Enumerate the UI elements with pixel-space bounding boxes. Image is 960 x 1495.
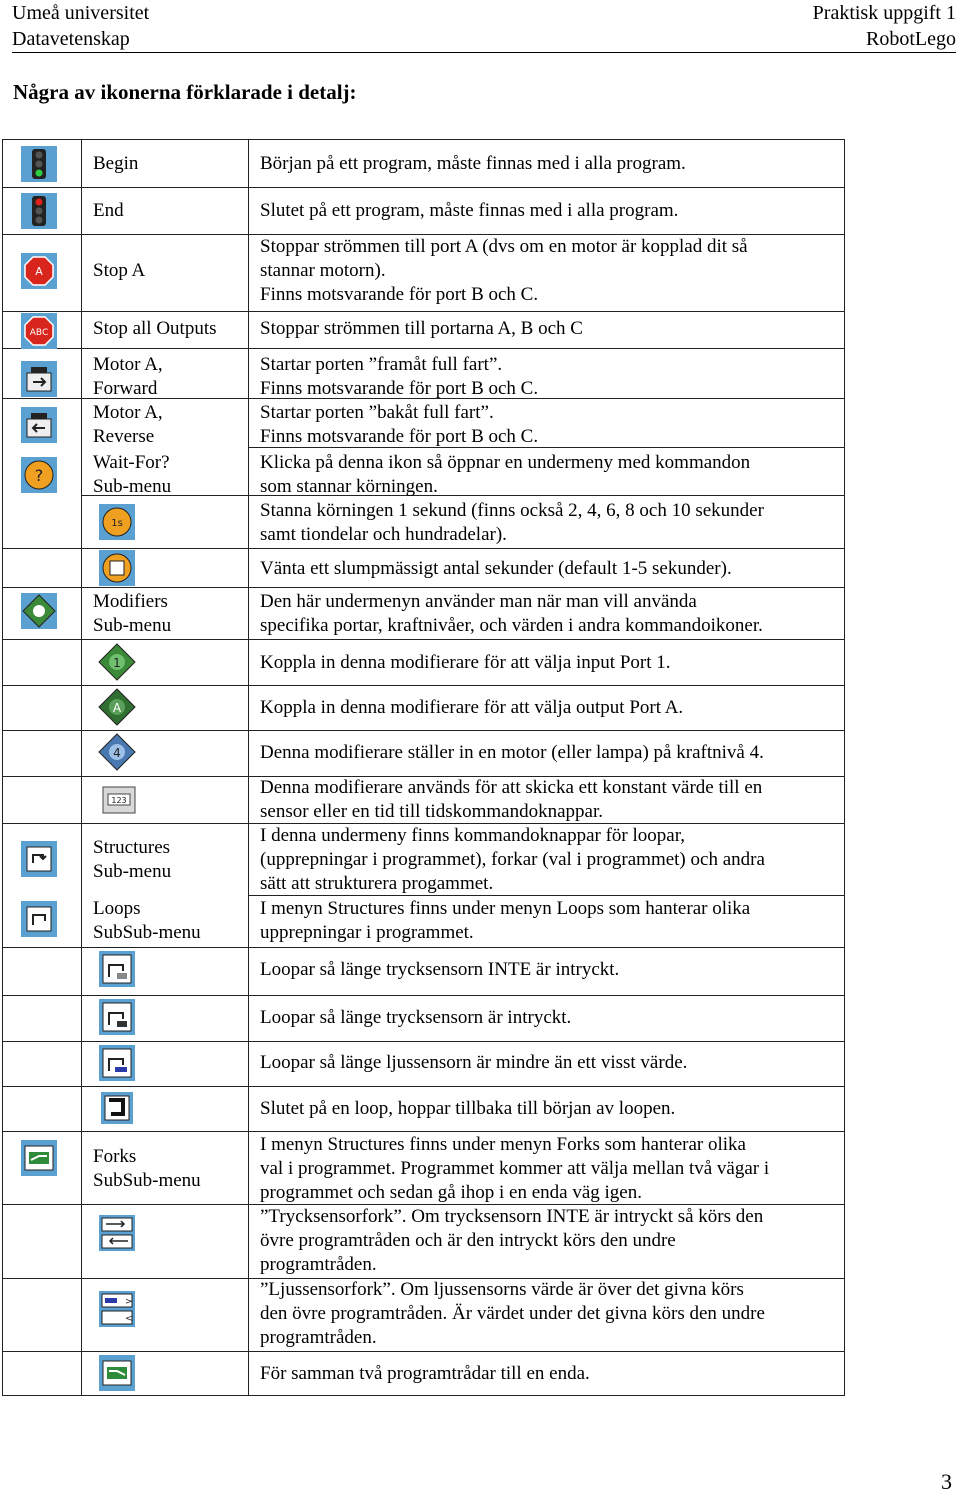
touch-fork-icon xyxy=(97,1213,137,1253)
row-name: Stop A xyxy=(93,260,146,281)
column-divider xyxy=(81,140,82,1395)
row-name: Motor A, Reverse xyxy=(93,402,163,447)
constant-value-icon xyxy=(99,779,139,819)
row-description: För samman två programtrådar till en enda. xyxy=(260,1363,590,1384)
row-description: Den här undermenyn använder man när man vill använda specifika portar, kraftnivåer, och värden i andra kommandoikoner. xyxy=(260,591,763,636)
loops-icon xyxy=(19,899,59,939)
row-divider xyxy=(3,187,844,188)
row-description: Klicka på denna ikon så öppnar en undermeny med kommandon som stannar körningen. xyxy=(260,452,751,497)
svg-text:>: > xyxy=(125,1297,133,1307)
header-left xyxy=(12,0,149,52)
motor-forward-icon xyxy=(19,359,59,399)
page-number: 3 xyxy=(941,1469,952,1494)
row-divider xyxy=(3,348,844,349)
row-description: ”Trycksensorfork”. Om trycksensorn INTE är intryckt så körs den övre programtråden och är den intryckt körs den undre programtråden. xyxy=(260,1206,764,1275)
traffic-light-green-icon xyxy=(19,144,59,184)
row-description: I menyn Structures finns under menyn Forks som hanterar olika val i programmet. Programmet kommer att välja mellan två vägar i programmet och sedan gå ihop i en enda väg igen. xyxy=(260,1134,770,1203)
loop-touch-not-pressed-icon xyxy=(97,949,137,989)
power-level-4-icon xyxy=(97,732,137,772)
row-description: Startar porten ”framåt full fart”. Finns motsvarande för port B och C. xyxy=(260,354,539,399)
forks-icon xyxy=(19,1138,59,1178)
icon-table xyxy=(2,139,845,1396)
row-description: Stoppar strömmen till portarna A, B och C xyxy=(260,318,583,339)
section-heading: Några av ikonerna förklarade i detalj: xyxy=(13,80,357,104)
svg-text:1s: 1s xyxy=(111,518,123,529)
row-description: Stoppar strömmen till port A (dvs om en motor är kopplad dit så stannar motorn). Finns motsvarande för port B och C. xyxy=(260,236,748,305)
input-port-1-icon xyxy=(97,642,137,682)
row-name: Wait-For? Sub-menu xyxy=(93,452,172,497)
row-description: Loopar så länge trycksensorn är intryckt. xyxy=(260,1007,572,1028)
fork-merge-icon xyxy=(97,1353,137,1393)
row-name: Motor A, Forward xyxy=(93,354,163,399)
row-description: Slutet på ett program, måste finnas med i alla program. xyxy=(260,200,679,221)
row-divider xyxy=(3,311,844,312)
row-description: Startar porten ”bakåt full fart”. Finns motsvarande för port B och C. xyxy=(260,402,539,447)
light-fork-icon xyxy=(97,1289,137,1329)
loop-touch-pressed-icon xyxy=(97,997,137,1037)
row-divider xyxy=(3,730,844,731)
row-description: Slutet på en loop, hoppar tillbaka till början av loopen. xyxy=(260,1098,676,1119)
stop-sign-a-icon xyxy=(19,251,59,291)
row-divider xyxy=(3,1131,844,1132)
traffic-light-red-icon xyxy=(19,191,59,231)
assignment-title: Praktisk uppgift 1 xyxy=(812,2,956,24)
motor-reverse-icon xyxy=(19,405,59,445)
svg-text:A: A xyxy=(112,701,122,715)
wait-for-icon xyxy=(19,455,59,495)
wait-one-second-icon xyxy=(97,502,137,542)
stop-sign-abc-icon xyxy=(19,311,59,351)
svg-text:4: 4 xyxy=(113,746,121,760)
svg-text:A: A xyxy=(35,265,43,278)
row-description: Loopar så länge trycksensorn INTE är intryckt. xyxy=(260,959,620,980)
row-name: Structures Sub-menu xyxy=(93,837,172,882)
loop-end-icon xyxy=(97,1088,137,1128)
row-name: Forks SubSub-menu xyxy=(93,1146,201,1191)
row-name: Begin xyxy=(93,153,139,174)
page-header xyxy=(12,0,956,53)
row-name: End xyxy=(93,200,124,221)
row-description: I denna undermeny finns kommandoknappar för loopar, (upprepningar i programmet), forkar (val i programmet) och andra sätt att strukturera progammet. xyxy=(260,825,765,894)
modifiers-icon xyxy=(19,591,59,631)
output-port-a-icon xyxy=(97,687,137,727)
row-description: Koppla in denna modifierare för att välja input Port 1. xyxy=(260,652,671,673)
row-description: Vänta ett slumpmässigt antal sekunder (default 1-5 sekunder). xyxy=(260,558,732,579)
row-description: Stanna körningen 1 sekund (finns också 2, 4, 6, 8 och 10 sekunder samt tiondelar och hundradelar). xyxy=(260,500,764,545)
row-name: Loops SubSub-menu xyxy=(93,898,201,943)
row-name: Modifiers Sub-menu xyxy=(93,591,172,636)
row-description: Denna modifierare ställer in en motor (eller lampa) på kraftnivå 4. xyxy=(260,742,764,763)
row-description: Början på ett program, måste finnas med i alla program. xyxy=(260,153,686,174)
header-right xyxy=(813,0,956,52)
svg-text:?: ? xyxy=(34,466,44,485)
row-divider xyxy=(3,1086,844,1087)
department-name: Datavetenskap xyxy=(12,28,130,50)
row-divider xyxy=(3,1041,844,1042)
row-description: Koppla in denna modifierare för att välja output Port A. xyxy=(260,697,684,718)
svg-text:<: < xyxy=(125,1314,133,1324)
svg-text:1: 1 xyxy=(113,656,121,670)
row-divider xyxy=(3,947,844,948)
course-name: RobotLego xyxy=(866,28,956,50)
row-description: Loopar så länge ljussensorn är mindre än ett visst värde. xyxy=(260,1052,688,1073)
row-divider xyxy=(3,685,844,686)
structures-icon xyxy=(19,839,59,879)
university-name: Umeå universitet xyxy=(12,2,150,24)
loop-light-less-icon xyxy=(97,1043,137,1083)
svg-text:ABC: ABC xyxy=(29,328,49,338)
wait-random-icon xyxy=(97,548,137,588)
row-description: Denna modifierare används för att skicka ett konstant värde till en sensor eller en tid till tidskommandoknappar. xyxy=(260,777,763,822)
row-description: ”Ljussensorfork”. Om ljussensorns värde är över det givna körs den övre programtråden. Är värdet under det givna körs den undre programtråden. xyxy=(260,1279,765,1348)
row-name: Stop all Outputs xyxy=(93,318,217,339)
row-description: I menyn Structures finns under menyn Loops som hanterar olika upprepningar i programmet. xyxy=(260,898,751,943)
row-divider xyxy=(3,995,844,996)
row-divider xyxy=(3,639,844,640)
row-divider xyxy=(3,1351,844,1352)
svg-text:123: 123 xyxy=(111,796,127,805)
